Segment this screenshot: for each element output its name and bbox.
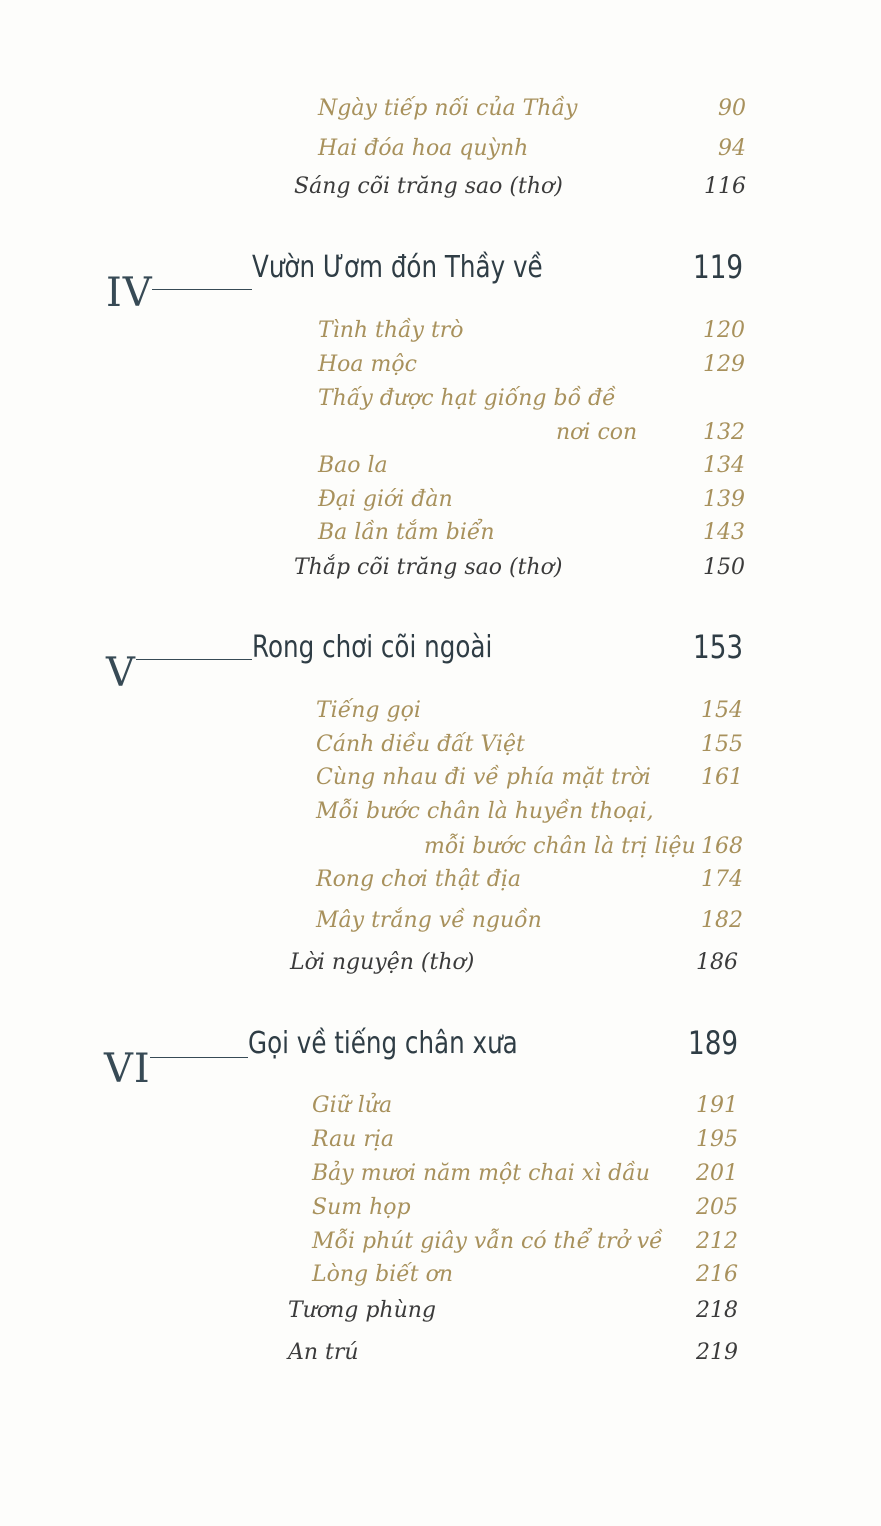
toc-entry-title: Rong chơi thật địa <box>316 867 522 892</box>
toc-entry-page: 143 <box>703 520 745 545</box>
toc-entry-page: 134 <box>703 453 745 478</box>
toc-entry-title: Đại giới đàn <box>318 487 453 512</box>
part-title: Gọi về tiếng chân xưa <box>248 1026 518 1061</box>
part-numeral: V <box>106 650 136 696</box>
toc-entry-page: 120 <box>703 318 745 343</box>
part-page: 189 <box>687 1024 738 1062</box>
toc-entry-page: 195 <box>696 1127 738 1152</box>
part-page: 153 <box>692 628 743 666</box>
toc-entry-page: 155 <box>701 732 743 757</box>
toc-entry-title: Cánh diều đất Việt <box>316 732 525 757</box>
part-numeral: VI <box>104 1046 151 1092</box>
toc-entry-page: 219 <box>696 1340 738 1365</box>
toc-poem-page: 186 <box>696 950 738 975</box>
toc-entry-page: 132 <box>703 420 745 445</box>
part-numeral: IV <box>106 270 153 316</box>
toc-entry-title: Cùng nhau đi về phía mặt trời <box>316 765 651 790</box>
toc-entry-page: 139 <box>703 487 745 512</box>
toc-entry-page: 174 <box>701 867 743 892</box>
toc-poem-title: Lời nguyện (thơ) <box>290 950 475 975</box>
toc-entry-page: 168 <box>701 834 743 859</box>
part-page: 119 <box>692 248 743 286</box>
toc-entry-title-continued: nơi con <box>556 420 638 445</box>
toc-entry-title: Sum họp <box>312 1195 411 1220</box>
toc-entry-title: Ngày tiếp nối của Thầy <box>318 96 578 121</box>
toc-entry-page: 154 <box>701 698 743 723</box>
toc-entry-title: Hai đóa hoa quỳnh <box>318 136 529 161</box>
toc-poem-title: Sáng cõi trăng sao (thơ) <box>294 174 563 199</box>
toc-poem-page: 150 <box>703 555 745 580</box>
toc-entry-page: 212 <box>696 1229 738 1254</box>
part-title: Vườn Ươm đón Thầy về <box>252 250 543 285</box>
toc-entry-title: Mỗi bước chân là huyền thoại, <box>316 799 654 824</box>
toc-entry-title: Bảy mươi năm một chai xì dầu <box>312 1161 650 1186</box>
toc-entry-page: 218 <box>696 1298 738 1323</box>
toc-entry-title: Bao la <box>318 453 388 478</box>
toc-entry-page: 94 <box>718 136 746 161</box>
toc-entry-title: Mỗi phút giây vẫn có thể trở về <box>312 1229 663 1254</box>
toc-entry-page: 90 <box>718 96 746 121</box>
toc-entry-title: Tương phùng <box>288 1298 437 1323</box>
toc-entry-title: Thấy được hạt giống bồ đề <box>318 386 616 411</box>
toc-entry-title: Tình thầy trò <box>318 318 464 343</box>
toc-entry-title: Rau rịa <box>312 1127 395 1152</box>
toc-poem-title: Thắp cõi trăng sao (thơ) <box>294 555 563 580</box>
toc-entry-page: 201 <box>696 1161 738 1186</box>
part-rule <box>150 1057 248 1058</box>
toc-entry-title: Ba lần tắm biển <box>318 520 495 545</box>
toc-entry-title: Giữ lửa <box>312 1093 393 1118</box>
toc-entry-title: Lòng biết ơn <box>312 1262 454 1287</box>
toc-entry-title: An trú <box>288 1340 359 1365</box>
toc-entry-page: 161 <box>701 765 743 790</box>
toc-entry-title: Tiếng gọi <box>316 698 421 723</box>
toc-entry-page: 205 <box>696 1195 738 1220</box>
toc-entry-page: 129 <box>703 352 745 377</box>
toc-entry-page: 216 <box>696 1262 738 1287</box>
toc-entry-title: Mây trắng về nguồn <box>316 908 542 933</box>
toc-entry-page: 191 <box>696 1093 738 1118</box>
toc-poem-page: 116 <box>704 174 746 199</box>
part-rule <box>136 659 252 660</box>
part-rule <box>152 289 252 290</box>
toc-entry-title: Hoa mộc <box>318 352 417 377</box>
toc-entry-page: 182 <box>701 908 743 933</box>
part-title: Rong chơi cõi ngoài <box>252 630 493 665</box>
toc-entry-title-continued: mỗi bước chân là trị liệu <box>424 834 696 859</box>
